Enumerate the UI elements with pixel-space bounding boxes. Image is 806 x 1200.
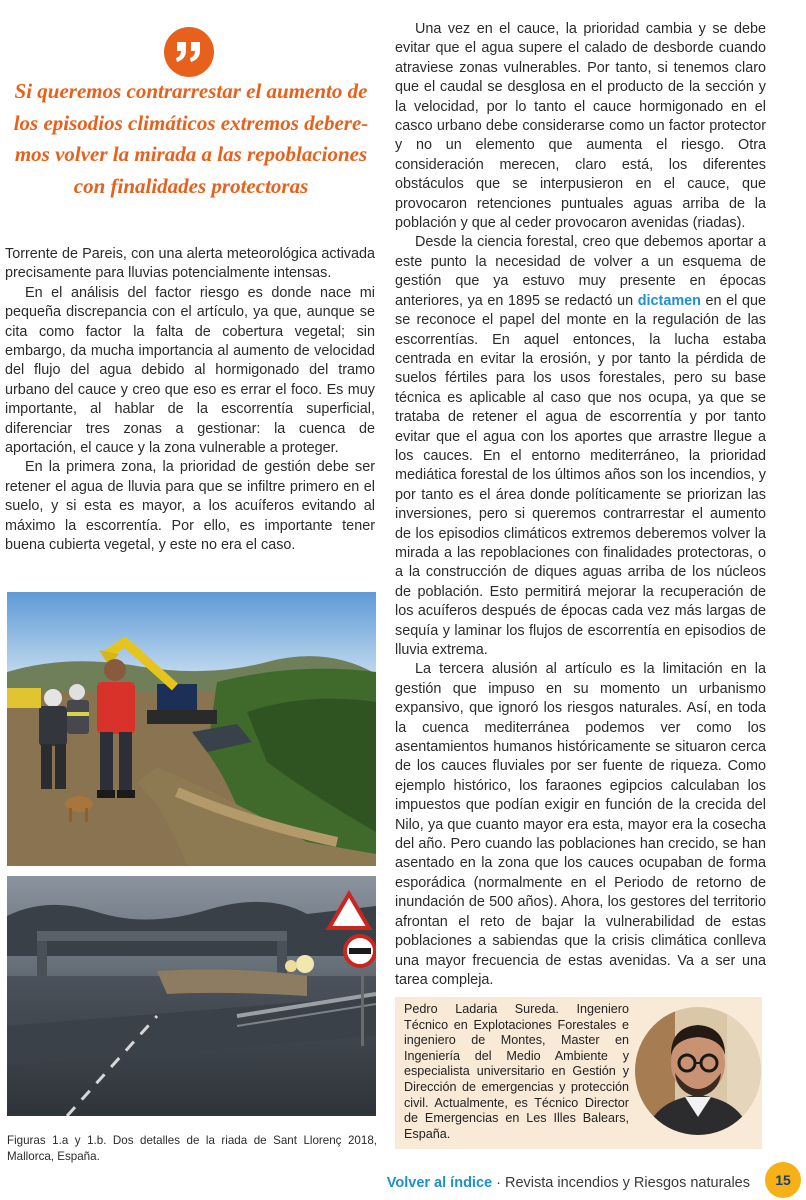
figure-1b-photo: [7, 876, 376, 1116]
pull-quote-line: con finalidades protectoras: [73, 173, 309, 198]
author-box: [395, 997, 762, 1149]
body-text: en el que se reconoce el papel del monte en la regulación de las escorrentías. En aquel entonces, la lucha estaba centrada en evitar la erosión, y por tanto la pérdida de suelos fértiles para los usos forestales, pero su base técnica es aplicable al caso que nos ocupa, ya que se trataba de retener el agua de escorrentía y por tanto evitar que el agua con los aportes que arrastre llegue a los cauces. En el entorno mediterráneo, la prioridad mediática forestal de los últimos años son los incendios, y por tanto es el área donde políticamente se priorizan las inversiones, pero si queremos contrarrestar el aumento de los episodios climáticos extremos deberemos volver la mirada a las repoblaciones con finalidades protectoras, o a la construcción de diques aguas arriba de los núcleos de población. Esto permitirá mejorar la recuperación de los acuíferos después de épocas cada vez más largas de sequía y laminar los flujos de escorrentía en episodios de lluvia extrema.: [395, 292, 766, 658]
body-paragraph: Una vez en el cauce, la prioridad cambia y se debe evitar que el agua supere el calado de desborde cuando atraviese zonas vulnerables. Por tanto, si tenemos claro que el caudal se desglosa en el producto de la sección y la velocidad, por lo tanto el cauce hormigonado en el casco urbano debe considerarse como un factor protector y no un elemento que aumenta el riesgo. Otra consideración merecen, claro está, los diferentes obstáculos que se interpusieron en el cauce, que provocaron retenciones puntuales aguas arriba de la población y que al ceder provocaron avenidas (riadas).: [395, 21, 766, 232]
pull-quote-line: los episodios climáticos extremos debere-: [13, 110, 369, 135]
body-paragraph: En la primera zona, la prioridad de gestión debe ser retener el agua de lluvia para que se infiltre primero en el suelo, y si esta es mayor, a los acuíferos evitando al máximo la escorrentía. Por ello, es importante tener buena cubierta vegetal, y este no era el caso.: [5, 459, 375, 554]
figure-1a-photo: [7, 592, 376, 866]
body-paragraph: La tercera alusión al artículo es la limitación en la gestión que impuso en su momento un urbanismo expansivo, que ignoró los riesgos naturales. Así, en toda la cuenca mediterránea podemos ver como los asentamientos humanos históricamente se situaron cerca de los cauces fluviales por ser fuente de riqueza. Como ejemplo histórico, los faraones egipcios calculaban los impuestos que podían exigir en función de la crecida del Nilo, ya que cuanto mayor era esta, mayor era la cosecha del año. Pero cuando las poblaciones han crecido, se han asentado en la zona que los cauces ocupaban de forma esporádica (normalmente en el Periodo de retorno de inundación de 500 años). Ahora, los gestores del territorio afrontan el reto de bajar la vulnerabilidad de estas poblaciones a sabiendas que la crisis climática conlleva una mayor frecuencia de estas avenidas. Va a ser una tarea compleja.: [395, 661, 766, 988]
author-avatar: [635, 1007, 761, 1135]
page-footer: [387, 1174, 750, 1192]
pull-quote-line: mos volver la mirada a las repoblaciones: [14, 142, 368, 166]
pull-quote-line: Si queremos contrarrestar el aumento de: [14, 79, 368, 103]
right-column: [395, 20, 766, 990]
footer-separator: ·: [492, 1175, 505, 1191]
pull-quote: [10, 76, 372, 202]
body-paragraph: [395, 233, 766, 660]
page-number-badge: 15: [765, 1162, 801, 1198]
body-paragraph: Torrente de Pareis, con una alerta meteorológica activada precisamente para lluvias potencialmente intensas.: [5, 246, 375, 282]
quote-icon: [164, 27, 214, 77]
magazine-name: Revista incendios y Riesgos naturales: [504, 1175, 750, 1191]
author-bio: Pedro Ladaria Sureda. Ingeniero Técnico en Explotaciones Forestales e ingeniero de Montes, Master en Ingeniería del Medio Ambiente y especialista universitario en Gestión y Dirección de emergencias y protección civil. Actualmente, es Técnico Director de Emergencias en Les Illes Balears, España.: [404, 1002, 629, 1141]
figure-caption: Figuras 1.a y 1.b. Dos detalles de la riada de Sant Llorenç 2018, Mallorca, España.: [7, 1134, 377, 1163]
body-text: Desde la ciencia forestal, creo que debemos aportar a este punto la necesidad de volver a un esquema de gestión que ya estuvo muy presente en épocas anteriores, ya en 1895 se redactó un: [395, 234, 766, 309]
dictamen-link[interactable]: dictamen: [637, 292, 701, 309]
back-to-index-link[interactable]: Volver al índice: [386, 1175, 493, 1191]
body-paragraph: En el análisis del factor riesgo es donde nace mi pequeña discrepancia con el artículo, ya que, aunque se cita como factor la falta de cobertura vegetal; sin embargo, da mucha importancia al aumento de velocidad del flujo del agua debido al hormigonado del tramo urbano del cauce y creo que eso es errar el foco. Es muy importante, al hablar de la escorrentía superficial, diferenciar tres zonas a gestionar: la cuenca de aportación, el cauce y la zona vulnerable a proteger.: [5, 284, 375, 457]
left-column: [5, 245, 375, 556]
